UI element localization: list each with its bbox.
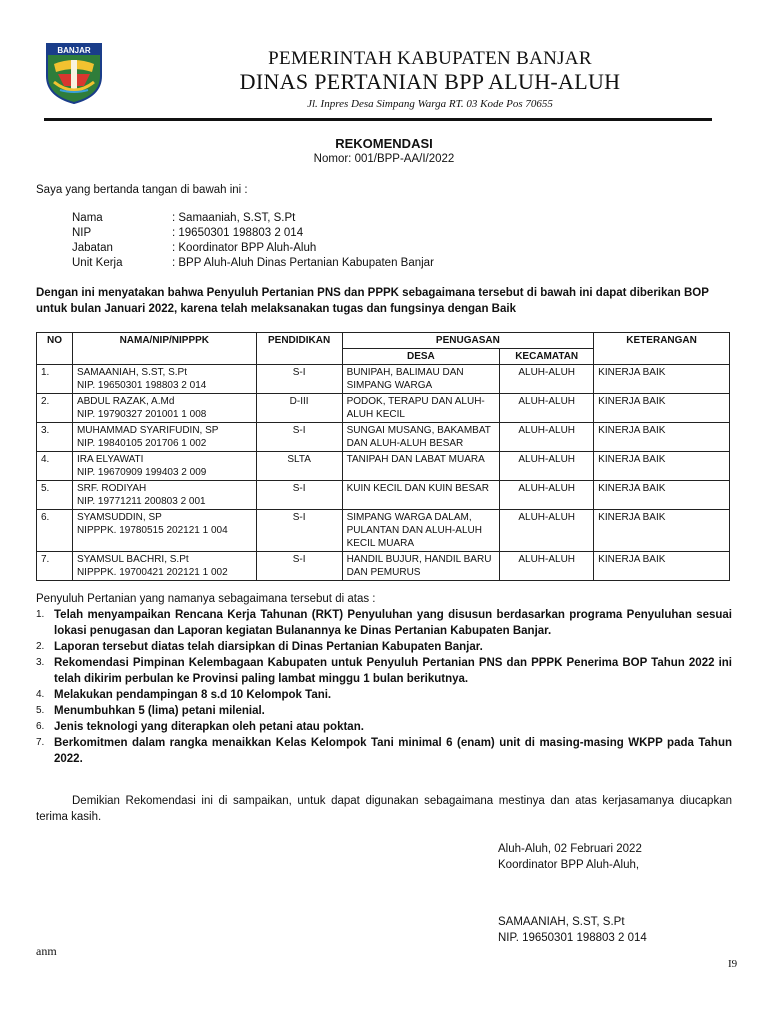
- cell-pendidikan: S-I: [256, 510, 342, 552]
- letterhead: [150, 48, 710, 112]
- worker-nip: NIP. 19840105 201706 1 002: [76, 438, 207, 449]
- cell-keterangan: KINERJA BAIK: [594, 481, 730, 510]
- extension-workers-table: [36, 332, 730, 581]
- table-row: [37, 423, 730, 452]
- cell-keterangan: KINERJA BAIK: [594, 423, 730, 452]
- cell-desa: HANDIL BUJUR, HANDIL BARU DAN PEMURUS: [342, 552, 500, 581]
- cell-no: 3.: [37, 423, 73, 452]
- cell-kecamatan: ALUH-ALUH: [500, 394, 594, 423]
- list-item-number: 1.: [36, 609, 45, 620]
- list-intro: Penyuluh Pertanian yang namanya sebagaimana tersebut di atas :: [36, 593, 376, 605]
- list-item-text: Laporan tersebut diatas telah diarsipkan di Dinas Pertanian Kabupaten Banjar.: [54, 641, 483, 653]
- letterhead-government: PEMERINTAH KABUPATEN BANJAR: [268, 48, 592, 69]
- worker-nip: NIP. 19790327 201001 1 008: [76, 409, 207, 420]
- worker-nip: NIP. 19670909 199403 2 009: [76, 467, 207, 478]
- letterhead-divider: [44, 118, 712, 121]
- table-row: [37, 452, 730, 481]
- identity-value: : Samaaniah, S.ST, S.Pt: [172, 212, 296, 224]
- identity-label: Jabatan: [72, 242, 113, 254]
- banjar-logo-emblem: [44, 42, 104, 104]
- identity-label: NIP: [72, 227, 92, 239]
- cell-kecamatan: ALUH-ALUH: [500, 552, 594, 581]
- identity-row: [72, 241, 434, 256]
- requirements-list: [36, 607, 732, 767]
- identity-label: Nama: [72, 212, 103, 224]
- signer-identity: [72, 211, 434, 271]
- list-item: [36, 639, 732, 655]
- worker-name: SYAMSUDDIN, SP: [76, 512, 162, 523]
- col-header-pendidikan: PENDIDIKAN: [256, 333, 342, 365]
- letterhead-address: Jl. Inpres Desa Simpang Warga RT. 03 Kode Pos 70655: [307, 98, 553, 110]
- signature-position: Koordinator BPP Aluh-Aluh,: [498, 859, 640, 871]
- cell-pendidikan: S-I: [256, 481, 342, 510]
- logo-text: BANJAR: [57, 46, 91, 55]
- list-item-number: 3.: [36, 657, 45, 668]
- cell-kecamatan: ALUH-ALUH: [500, 510, 594, 552]
- col-header-nama: NAMA/NIP/NIPPPK: [72, 333, 256, 365]
- closing-paragraph: Demikian Rekomendasi ini di sampaikan, untuk dapat digunakan sebagaimana mestinya dan atas kerjasamanya diucapkan terima kasih.: [36, 795, 732, 823]
- identity-label: Unit Kerja: [72, 257, 123, 269]
- list-item-number: 2.: [36, 641, 45, 652]
- cell-no: 5.: [37, 481, 73, 510]
- signature-nip: NIP. 19650301 198803 2 014: [498, 932, 647, 944]
- identity-row: [72, 256, 434, 271]
- cell-desa: TANIPAH DAN LABAT MUARA: [342, 452, 500, 481]
- worker-name: SAMAANIAH, S.ST, S.Pt: [76, 367, 187, 378]
- cell-pendidikan: D-III: [256, 394, 342, 423]
- list-item-number: 7.: [36, 737, 45, 748]
- cell-desa: BUNIPAH, BALIMAU DAN SIMPANG WARGA: [342, 365, 500, 394]
- cell-desa: SIMPANG WARGA DALAM, PULANTAN DAN ALUH-ALUH KECIL MUARA: [342, 510, 500, 552]
- list-item: [36, 687, 732, 703]
- worker-name: ABDUL RAZAK, A.Md: [76, 396, 175, 407]
- list-item-text: Rekomendasi Pimpinan Kelembagaan Kabupaten untuk Penyuluh Pertanian PNS dan PPPK Penerima BOP Tahun 2022 ini telah dikirim perbulan ke Provinsi paling lambat minggu 1 bulan berikutnya.: [54, 657, 732, 685]
- cell-nama: [72, 365, 256, 394]
- list-item: [36, 655, 732, 687]
- col-header-no: NO: [37, 333, 73, 365]
- col-header-desa: DESA: [342, 349, 500, 365]
- cell-no: 6.: [37, 510, 73, 552]
- col-header-keterangan: KETERANGAN: [594, 333, 730, 365]
- cell-kecamatan: ALUH-ALUH: [500, 452, 594, 481]
- cell-desa: KUIN KECIL DAN KUIN BESAR: [342, 481, 500, 510]
- worker-nip: NIP. 19650301 198803 2 014: [76, 380, 207, 391]
- table-row: [37, 510, 730, 552]
- identity-row: [72, 211, 434, 226]
- cell-keterangan: KINERJA BAIK: [594, 394, 730, 423]
- list-item-text: Telah menyampaikan Rencana Kerja Tahunan (RKT) Penyuluhan yang disusun berdasarkan programa Penyuluhan sesuai lokasi penugasan dan Laporan kegiatan Bulanannya ke Dinas Pertanian Kabupaten Banjar.: [54, 609, 732, 637]
- worker-nip: NIPPPK. 19780515 202121 1 004: [76, 525, 228, 536]
- cell-no: 7.: [37, 552, 73, 581]
- identity-value: : BPP Aluh-Aluh Dinas Pertanian Kabupaten Banjar: [172, 257, 434, 269]
- cell-desa: PODOK, TERAPU DAN ALUH-ALUH KECIL: [342, 394, 500, 423]
- col-header-penugasan: PENUGASAN: [342, 333, 594, 349]
- cell-nama: [72, 481, 256, 510]
- list-item-text: Menumbuhkan 5 (lima) petani milenial.: [54, 705, 265, 717]
- cell-kecamatan: ALUH-ALUH: [500, 365, 594, 394]
- worker-name: MUHAMMAD SYARIFUDIN, SP: [76, 425, 219, 436]
- list-item: [36, 703, 732, 719]
- letterhead-agency: DINAS PERTANIAN BPP ALUH-ALUH: [239, 69, 621, 94]
- list-item: [36, 719, 732, 735]
- footer-initials: anm: [36, 944, 57, 958]
- table-row: [37, 394, 730, 423]
- list-item-text: Jenis teknologi yang diterapkan oleh petani atau poktan.: [54, 721, 364, 733]
- cell-pendidikan: S-I: [256, 365, 342, 394]
- table-header-row: [37, 333, 730, 349]
- list-item: [36, 735, 732, 767]
- signature-place-date: Aluh-Aluh, 02 Februari 2022: [498, 843, 642, 855]
- cell-nama: [72, 552, 256, 581]
- table-row: [37, 365, 730, 394]
- worker-name: IRA ELYAWATI: [76, 454, 144, 465]
- list-item-text: Berkomitmen dalam rangka menaikkan Kelas Kelompok Tani minimal 6 (enam) unit di masing-masing WKPP pada Tahun 2022.: [54, 737, 732, 765]
- cell-desa: SUNGAI MUSANG, BAKAMBAT DAN ALUH-ALUH BESAR: [342, 423, 500, 452]
- cell-no: 1.: [37, 365, 73, 394]
- list-item-text: Melakukan pendampingan 8 s.d 10 Kelompok Tani.: [54, 689, 332, 701]
- cell-nama: [72, 394, 256, 423]
- list-item-number: 4.: [36, 689, 45, 700]
- statement-intro: Dengan ini menyatakan bahwa Penyuluh Pertanian PNS dan PPPK sebagaimana tersebut di bawah ini dapat diberikan BOP untuk bulan Januari 2022, karena telah melaksanakan tugas dan fungsinya dengan Baik: [36, 287, 709, 315]
- cell-nama: [72, 423, 256, 452]
- worker-name: SYAMSUL BACHRI, S.Pt: [76, 554, 189, 565]
- worker-nip: NIP. 19771211 200803 2 001: [76, 496, 206, 507]
- col-header-kecamatan: KECAMATAN: [500, 349, 594, 365]
- identity-row: [72, 226, 434, 241]
- cell-nama: [72, 452, 256, 481]
- list-item: [36, 607, 732, 639]
- opening-line: Saya yang bertanda tangan di bawah ini :: [36, 184, 248, 196]
- identity-value: : Koordinator BPP Aluh-Aluh: [172, 242, 317, 254]
- cell-keterangan: KINERJA BAIK: [594, 510, 730, 552]
- cell-keterangan: KINERJA BAIK: [594, 452, 730, 481]
- cell-no: 2.: [37, 394, 73, 423]
- cell-keterangan: KINERJA BAIK: [594, 552, 730, 581]
- page-number: I9: [728, 958, 738, 970]
- table-row: [37, 552, 730, 581]
- list-item-number: 5.: [36, 705, 45, 716]
- cell-keterangan: KINERJA BAIK: [594, 365, 730, 394]
- cell-pendidikan: S-I: [256, 552, 342, 581]
- worker-name: SRF. RODIYAH: [76, 483, 147, 494]
- cell-kecamatan: ALUH-ALUH: [500, 481, 594, 510]
- worker-nip: NIPPPK. 19700421 202121 1 002: [76, 567, 228, 578]
- list-item-number: 6.: [36, 721, 45, 732]
- cell-nama: [72, 510, 256, 552]
- cell-no: 4.: [37, 452, 73, 481]
- cell-pendidikan: S-I: [256, 423, 342, 452]
- identity-value: : 19650301 198803 2 014: [172, 227, 304, 239]
- signature-name: SAMAANIAH, S.ST, S.Pt: [498, 916, 625, 928]
- document-number: Nomor: 001/BPP-AA/I/2022: [313, 153, 455, 165]
- cell-pendidikan: SLTA: [256, 452, 342, 481]
- cell-kecamatan: ALUH-ALUH: [500, 423, 594, 452]
- document-title: REKOMENDASI: [335, 136, 433, 151]
- table-row: [37, 481, 730, 510]
